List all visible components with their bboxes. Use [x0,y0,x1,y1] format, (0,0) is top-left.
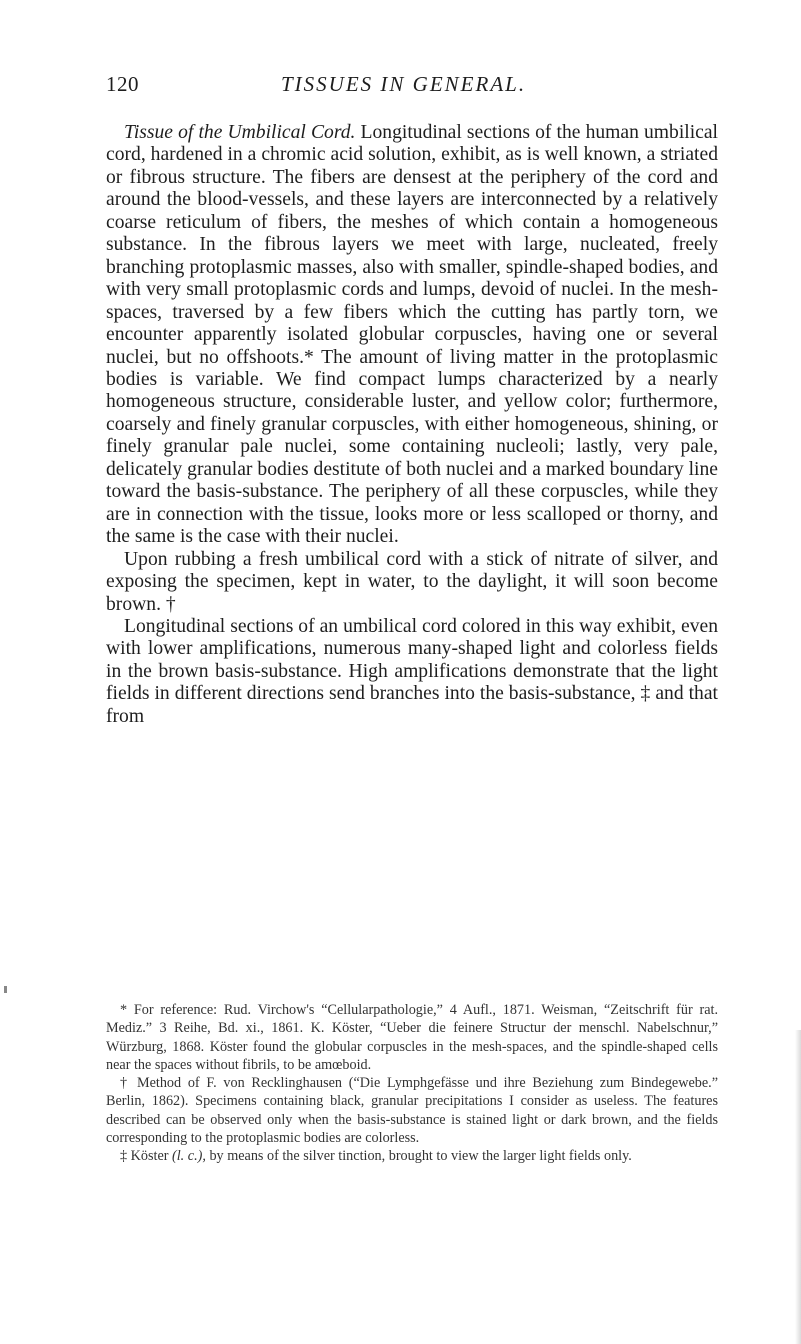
paragraph-1-text: Longitudinal sections of the human umbilical cord, hardened in a chromic acid solution, exhibit, as is well known, a striated or fibrous structure. The fibers are densest at the periphery of the cord and around the blood-vessels, and these layers are interconnected by a relatively coarse reticulum of fibers, the meshes of which contain a homogeneous substance. In the fibrous layers we meet with large, nucleated, freely branching protoplasmic masses, also with smaller, spindle-shaped bodies, and with very small protoplasmic cords and lumps, devoid of nuclei. In the mesh-spaces, traversed by a few fibers which the cutting has partly torn, we encounter apparently isolated globular corpuscles, having one or several nuclei, but no offshoots.* The amount of living matter in the protoplasmic bodies is variable. We find compact lumps characterized by a nearly homogeneous structure, considerable luster, and yellow color; furthermore, coarsely and finely granular corpuscles, with either homogeneous, shining, or finely granular pale nuclei, some containing nucleoli; lastly, very pale, delicately granular bodies destitute of both nuclei and a marked boundary line toward the basis-substance. The periphery of all these corpuscles, while they are in connection with the tissue, looks more or less scalloped or thorny, and the same is the case with their nuclei. [106,122,719,548]
footnote-3-rest: by means of the silver tinction, brought to view the larger light fields only. [205,1148,632,1165]
page-number: 120 [106,72,139,96]
section-heading: Tissue of the Umbilical Cord. [124,122,356,143]
footnote-3-citation: (l. c.), [172,1148,206,1165]
running-title: TISSUES IN GENERAL. [281,72,527,96]
footnote-3-prefix: ‡ Köster [120,1148,173,1165]
footnotes [106,1001,718,1166]
page-edge-shadow [795,1030,801,1344]
margin-mark [4,986,7,993]
footnote-1: * For reference: Rud. Virchow's “Cellularpathologie,” 4 Aufl., 1871. Weisman, “Zeitschrift für rat. Mediz.” 3 Reihe, Bd. xi., 1861. K. Köster, “Ueber die feinere Structur der menschl. Nabelschnur,” Würzburg, 1868. Köster found the globular corpuscles in the mesh-spaces, and the spindle-shaped cells near the spaces without fibrils, to be amœboid. [106,1002,718,1073]
paragraph-1 [106,122,718,549]
page-header [106,72,726,102]
footnote-2: † Method of F. von Recklinghausen (“Die Lymphgefässe und ihre Beziehung zum Bindegewebe.” Berlin, 1862). Specimens containing black, granular precipitations I consider as useless. The features described can be observed only when the basis-substance is stained light or dark brown, and the fields corresponding to the protoplasmic bodies are colorless. [106,1075,718,1147]
paragraph-3: Longitudinal sections of an umbilical cord colored in this way exhibit, even with lower amplifications, numerous many-shaped light and colorless fields in the brown basis-substance. High amplifications demonstrate that the light fields in different directions send branches into the basis-substance, ‡ and that from [106,615,718,727]
footnote-3 [106,1147,718,1165]
main-text [106,122,718,728]
paragraph-2: Upon rubbing a fresh umbilical cord with a stick of nitrate of silver, and exposing the specimen, kept in water, to the daylight, it will soon become brown. † [106,548,718,615]
